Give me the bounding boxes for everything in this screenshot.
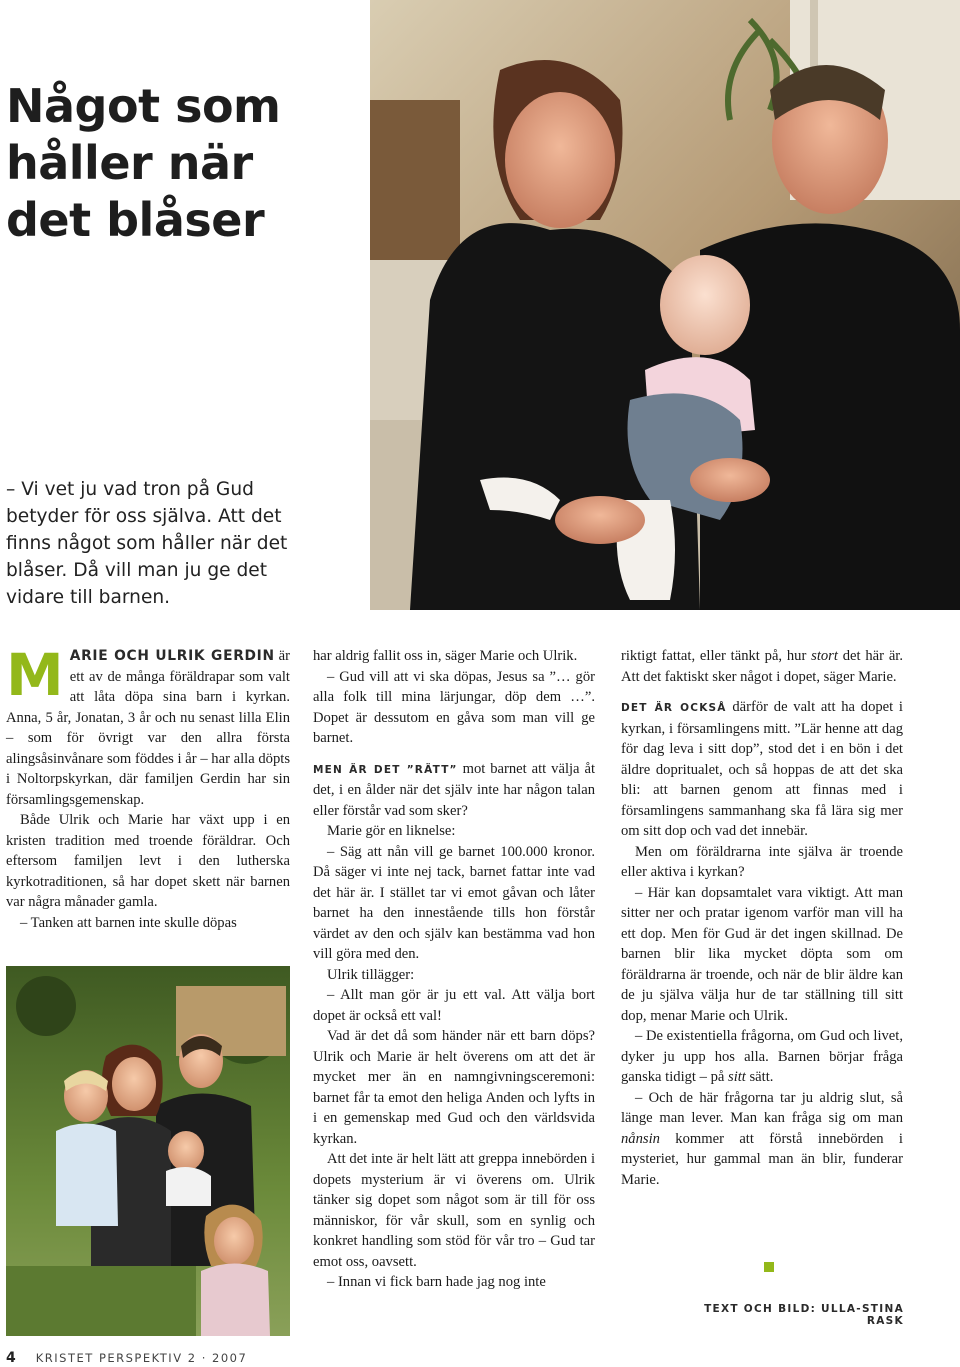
quote-line: finns något som håller när det xyxy=(6,533,288,554)
pull-quote xyxy=(6,476,306,611)
emphasis: nånsin xyxy=(621,1130,660,1147)
page-footer xyxy=(6,1350,247,1366)
family-photo-small xyxy=(6,966,290,1336)
headline-line-1: Något som xyxy=(6,79,281,133)
article-headline xyxy=(6,78,346,249)
paragraph: – Här kan dopsamtalet vara viktigt. Att man sitter ner och pratar igenom varför man vill ha ett dop. Men för Gud är det ingen skillnad. De barnen blir lika mycket döpta som om föräldrarna är troende, och när de blir äldre kan de ju själva välja hur de tar ställning till sitt dop, menar Marie och Ulrik. xyxy=(621,884,903,1024)
headline-line-3: det blåser xyxy=(6,193,265,247)
drop-cap: M xyxy=(6,641,64,709)
paragraph-text: därför de valt att ha dopet i kyrkan, i församlingens mitt. ”Lär henne att dag för dag leva i sitt dop”, stod det i en bön i det äldre dopritualet, och så hoppas de att det ska bli: att barnen genom att finnas med i församlingens sammanhang ska få lära sig mer om sitt dop och vad det innebär. xyxy=(621,699,903,839)
body-column-1 xyxy=(6,641,290,933)
emphasis: sitt xyxy=(728,1069,746,1085)
paragraph xyxy=(6,641,290,810)
publication-name: KRISTET PERSPEKTIV 2 · 2007 xyxy=(35,1351,248,1365)
quote-line: betyder för oss själva. Att det xyxy=(6,506,282,527)
paragraph: Vad är det då som händer när ett barn döps? Ulrik och Marie är helt överens om att det är mycket mer än en namngivningsceremoni: barnet får ta emot den heliga Anden och lyfts in i en gemenskap med Gud och den världsvida kyrkan. xyxy=(313,1028,595,1147)
lead-in-smallcaps: ARIE OCH ULRIK GERDIN xyxy=(69,648,275,664)
paragraph-text: mot barnet att välja åt det, i en ålder när det själv inte har någon talan eller förstår vad som sker? xyxy=(313,760,595,819)
paragraph: Både Ulrik och Marie har växt upp i en kristen tradition med troende föräldrar. Och eftersom familjen levt i den lutherska kyrkotraditionen, så har dopet skett när barnen var några månader gamla. xyxy=(6,812,290,910)
paragraph xyxy=(621,1088,903,1191)
paragraph: – Allt man gör är ju ett val. Att välja bort dopet är också ett val! xyxy=(313,987,595,1024)
paragraph: har aldrig fallit oss in, säger Marie och Ulrik. xyxy=(313,648,578,664)
photo-credit: TEXT OCH BILD: ULLA-STINA RASK xyxy=(704,1303,904,1327)
page-number: 4 xyxy=(6,1350,16,1366)
emphasis: stort xyxy=(811,648,838,664)
quote-line: vidare till barnen. xyxy=(6,587,171,608)
body-column-2 xyxy=(313,646,595,1293)
lead-in-smallcaps: DET ÄR OCKSÅ xyxy=(621,702,727,714)
paragraph: – Tanken att barnen inte skulle döpas xyxy=(20,914,237,931)
paragraph: Marie gör en liknelse: xyxy=(327,823,456,839)
paragraph-text: – Och de här frågorna tar ju aldrig slut, så länge man lever. Man kan fråga sig om man xyxy=(621,1089,903,1126)
paragraph xyxy=(621,646,903,687)
paragraph: – Innan vi fick barn hade jag nog inte xyxy=(327,1274,546,1290)
headline-line-2: håller när xyxy=(6,136,253,190)
paragraph-text: riktigt fattat, eller tänkt på, hur xyxy=(621,648,812,664)
paragraph xyxy=(621,697,903,842)
paragraph-text: sätt. xyxy=(745,1069,774,1085)
paragraph: – Gud vill att vi ska döpas, Jesus sa ”… gör alla folk till mina lärjungar, döp dem …”. Dopet är dessutom en gåva som man vill ge barnet. xyxy=(313,668,595,746)
end-mark-square xyxy=(764,1262,774,1272)
paragraph: – Säg att nån vill ge barnet 100.000 kronor. Då säger vi inte nej tack, barnet fattar inte vad det här är. I stället tar vi emot gåvan och låter barnet ha den innestående tills hon förstår värdet av den och själv kan bestämma vad hon vill göra med den. xyxy=(313,843,595,962)
paragraph: Att det inte är helt lätt att greppa innebörden i dopets mysterium är vi överens om. Ulrik tänker sig dopet som något som är till för oss människor, för vår skull, som en synlig och konkret handling som stöd för vår tro – Gud tar emot oss, oavsett. xyxy=(313,1151,595,1270)
paragraph-text: är ett av de många föräldrapar som valt att låta döpa sina barn i kyrkan. Anna, 5 år, Jonatan, 3 år och nu senast lilla Elin – som för övrigt var den allra första alingsåsinvånare som föddes i år – har alla döpts i Noltorpskyrkan, där familjen Gerdin har sin församlingsgemenskap. xyxy=(6,648,290,808)
paragraph: Ulrik tillägger: xyxy=(327,966,415,983)
quote-line: – Vi vet ju vad tron på Gud xyxy=(6,479,254,500)
paragraph-text: – De existentiella frågorna, om Gud och livet, dyker ju upp hos alla. Barnen börjar fråga ganska tidigt – på xyxy=(621,1028,903,1085)
paragraph-text: kommer att förstå innebörden i mysteriet, hur gammal man än blir, funderar Marie. xyxy=(621,1130,903,1188)
paragraph xyxy=(621,1026,903,1088)
body-column-3 xyxy=(621,646,903,1190)
paragraph: Men om föräldrarna inte själva är troende eller aktiva i kyrkan? xyxy=(621,843,903,880)
lead-in-smallcaps: MEN ÄR DET ”RÄTT” xyxy=(313,763,458,776)
paragraph xyxy=(313,759,595,822)
quote-line: blåser. Då vill man ju ge det xyxy=(6,560,268,581)
family-photo-main xyxy=(370,0,960,610)
paragraph-text: det här är. Att det faktiskt sker något i dopet, säger Marie. xyxy=(621,648,903,685)
